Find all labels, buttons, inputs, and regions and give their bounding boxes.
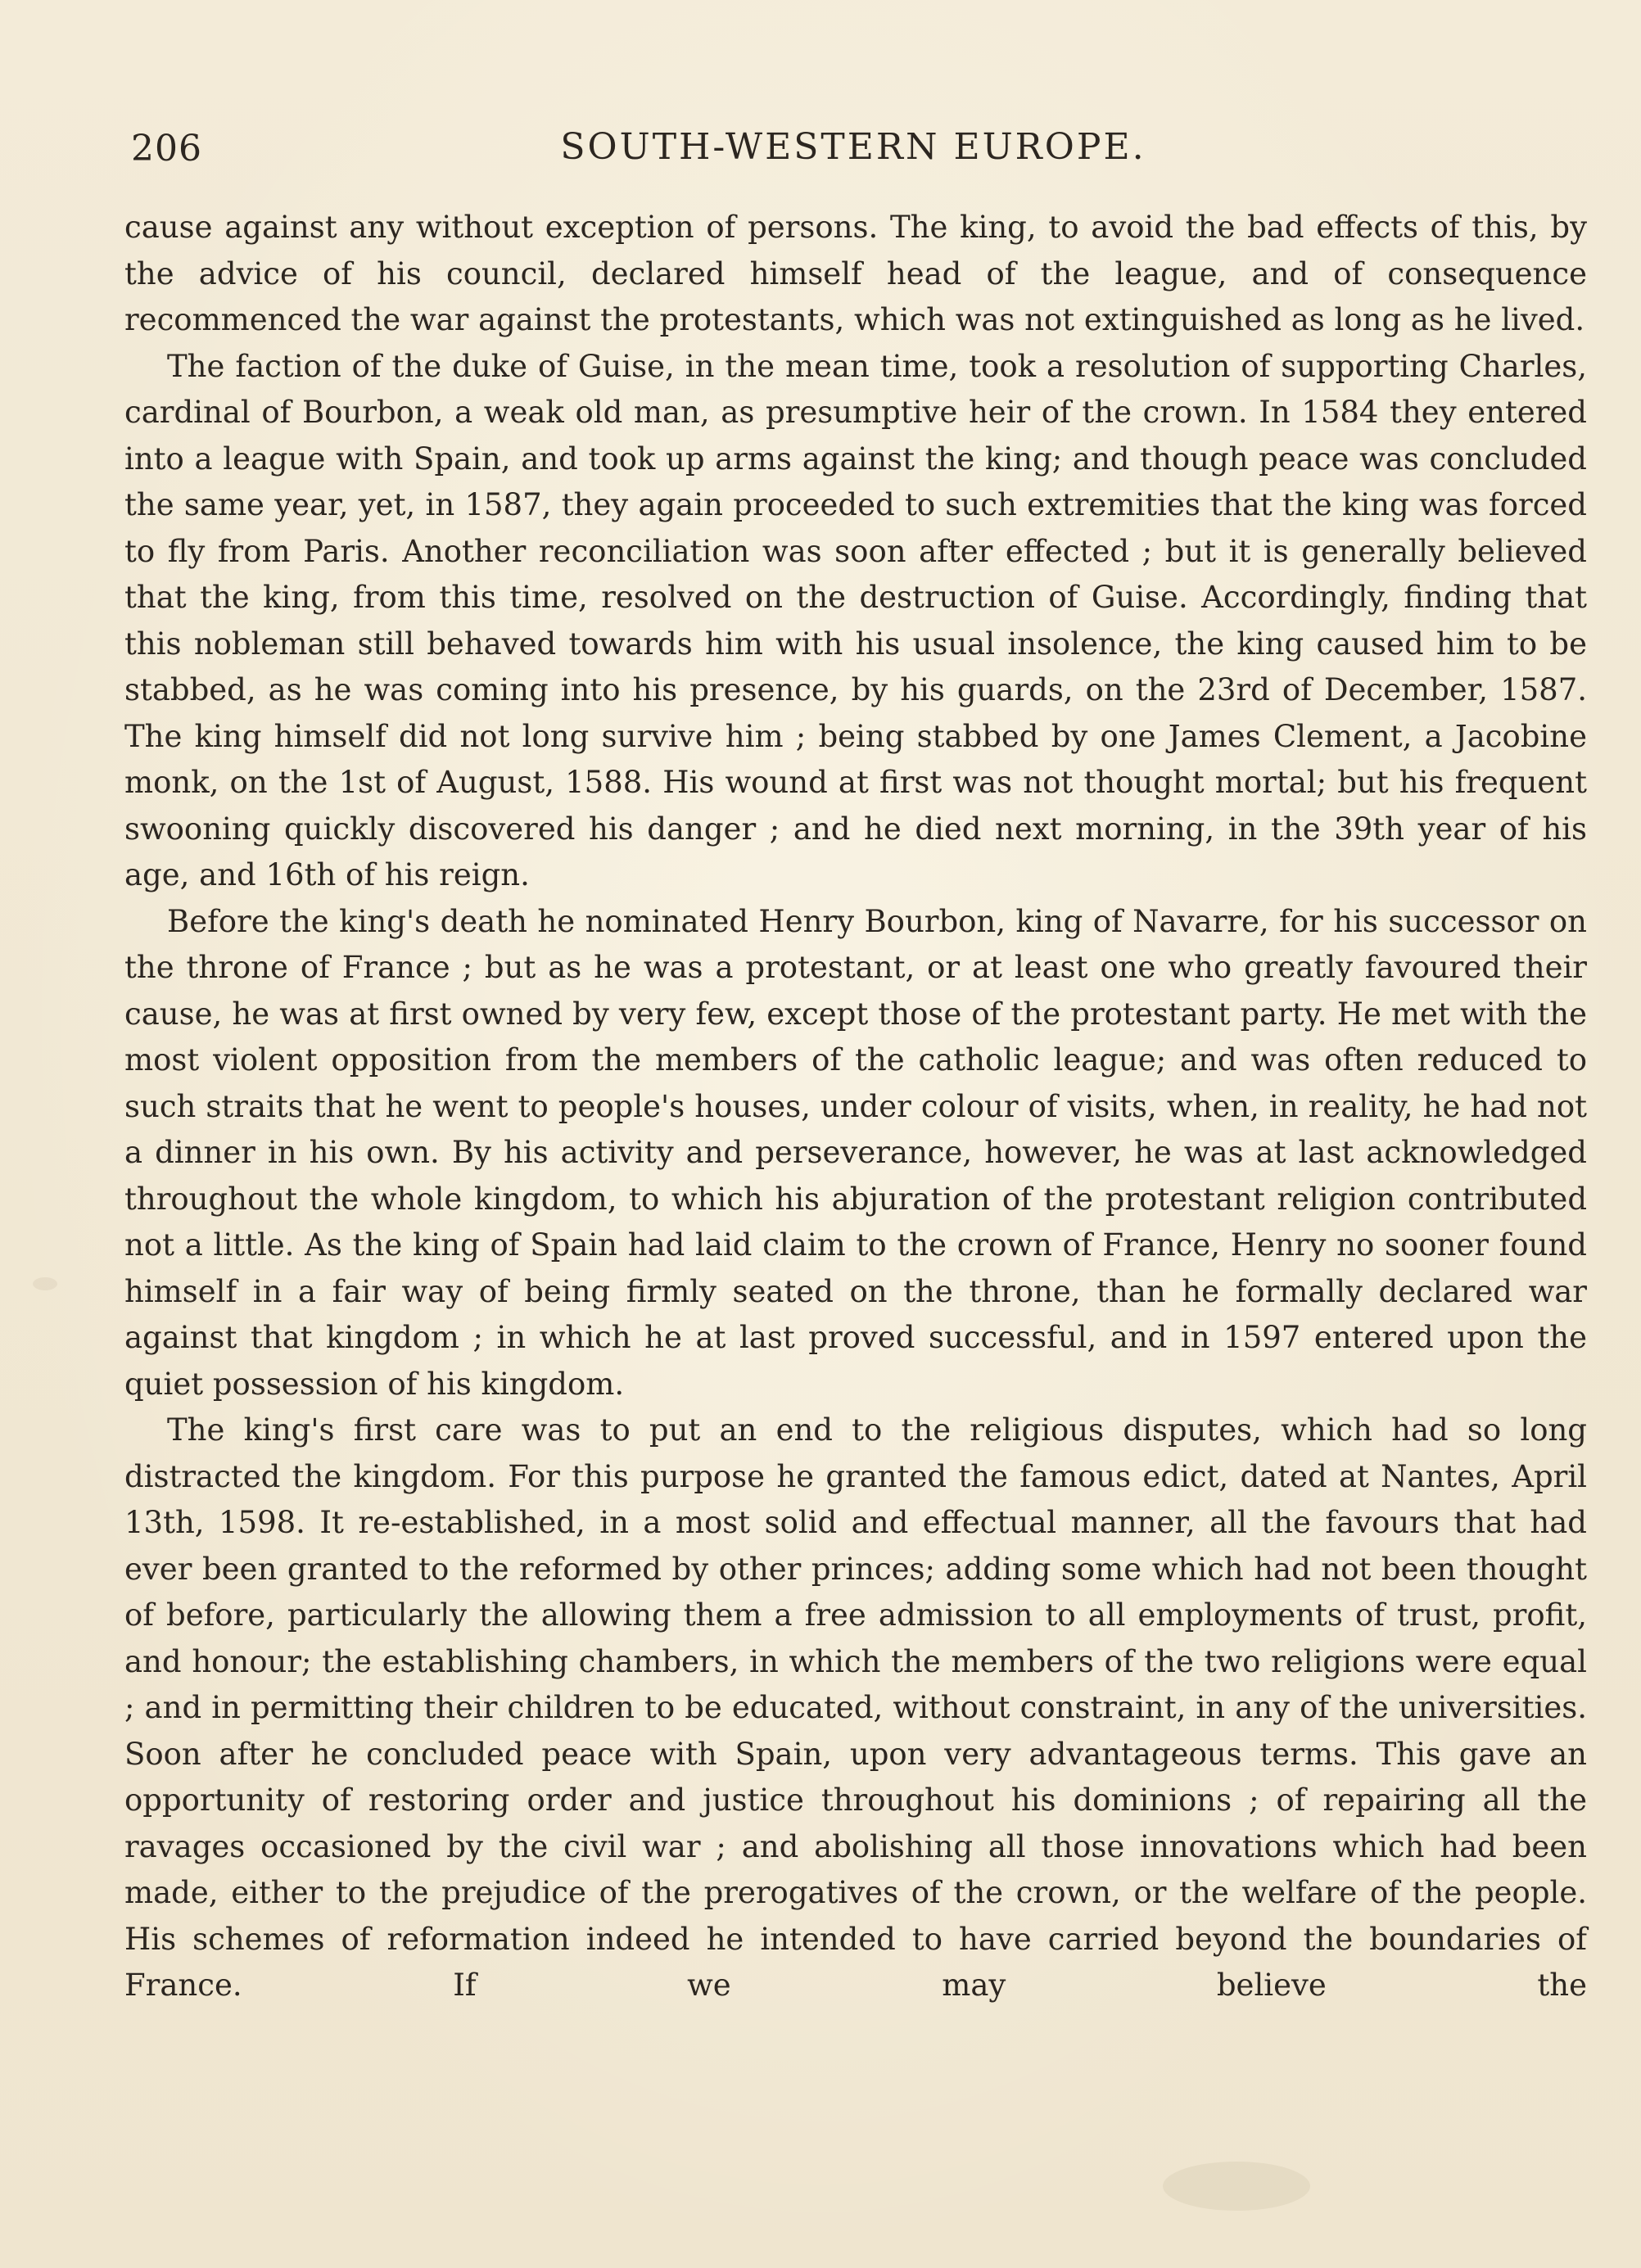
page-header xyxy=(124,121,1582,178)
paragraph-3: Before the king's death he nominated Henry Bourbon, king of Navarre, for his successor on the throne of France ; but as he was a protestant, or at least one who greatly favoured their cause, he was at first owned by very few, except those of the protestant party. He met with the most violent opposition from the members of the catholic league; and was often reduced to such straits that he went to people's houses, under colour of visits, when, in reality, he had not a dinner in his own. By his activity and perseverance, however, he was at last acknowledged throughout the whole kingdom, to which his abjuration of the protestant religion contributed not a little. As the king of Spain had laid claim to the crown of France, Henry no sooner found himself in a fair way of being firmly seated on the throne, than he formally declared war against that kingdom ; in which he at last proved successful, and in 1597 entered upon the quiet possession of his kingdom. xyxy=(124,903,1587,1402)
paper-stain xyxy=(1163,2162,1310,2211)
body-text xyxy=(124,205,1587,2009)
paper-stain xyxy=(33,1277,57,1290)
paragraph-2: The faction of the duke of Guise, in the mean time, took a resolution of supporting Charles, cardinal of Bourbon, a weak old man, as presumptive heir of the crown. In 1584 they entered into a league with Spain, and took up arms against the king; and though peace was concluded the same year, yet, in 1587, they again proceeded to such extremities that the king was forced to fly from Paris. Another reconciliation was soon after effected ; but it is generally believed that the king, from this time, resolved on the destruction of Guise. Accordingly, finding that this nobleman still behaved towards him with his usual insolence, the king caused him to be stabbed, as he was coming into his presence, by his guards, on the 23rd of December, 1587. The king himself did not long survive him ; being stabbed by one James Clement, a Jacobine monk, on the 1st of August, 1588. His wound at first was not thought mortal; but his frequent swooning quickly discovered his danger ; and he died next morning, in the 39th year of his age, and 16th of his reign. xyxy=(124,348,1587,892)
paragraph-1: cause against any without exception of persons. The king, to avoid the bad effects of this, by the advice of his council, declared himself head of the league, and of consequence recommenced the war against the protestants, which was not extinguished as long as he lived. xyxy=(124,210,1587,337)
running-head: SOUTH-WESTERN EUROPE. xyxy=(560,126,1146,168)
paragraph-4: The king's first care was to put an end to the religious disputes, which had so long distracted the kingdom. For this purpose he granted the famous edict, dated at Nantes, April 13th, 1598. It re-established, in a most solid and effectual manner, all the favours that had ever been granted to the reformed by other princes; adding some which had not been thought of before, particularly the allowing them a free admission to all employments of trust, profit, and honour; the establishing chambers, in which the members of the two religions were equal ; and in permitting their children to be educated, without constraint, in any of the universities. Soon after he concluded peace with Spain, upon very advantageous terms. This gave an opportunity of restoring order and justice throughout his dominions ; of repairing all the ravages occasioned by the civil war ; and abolishing all those innovations which had been made, either to the prejudice of the prerogatives of the crown, or the welfare of the people. His schemes of reformation indeed he intended to have carried beyond the boundaries of France. If we may believe the xyxy=(124,1412,1587,2003)
page-number: 206 xyxy=(131,128,202,169)
